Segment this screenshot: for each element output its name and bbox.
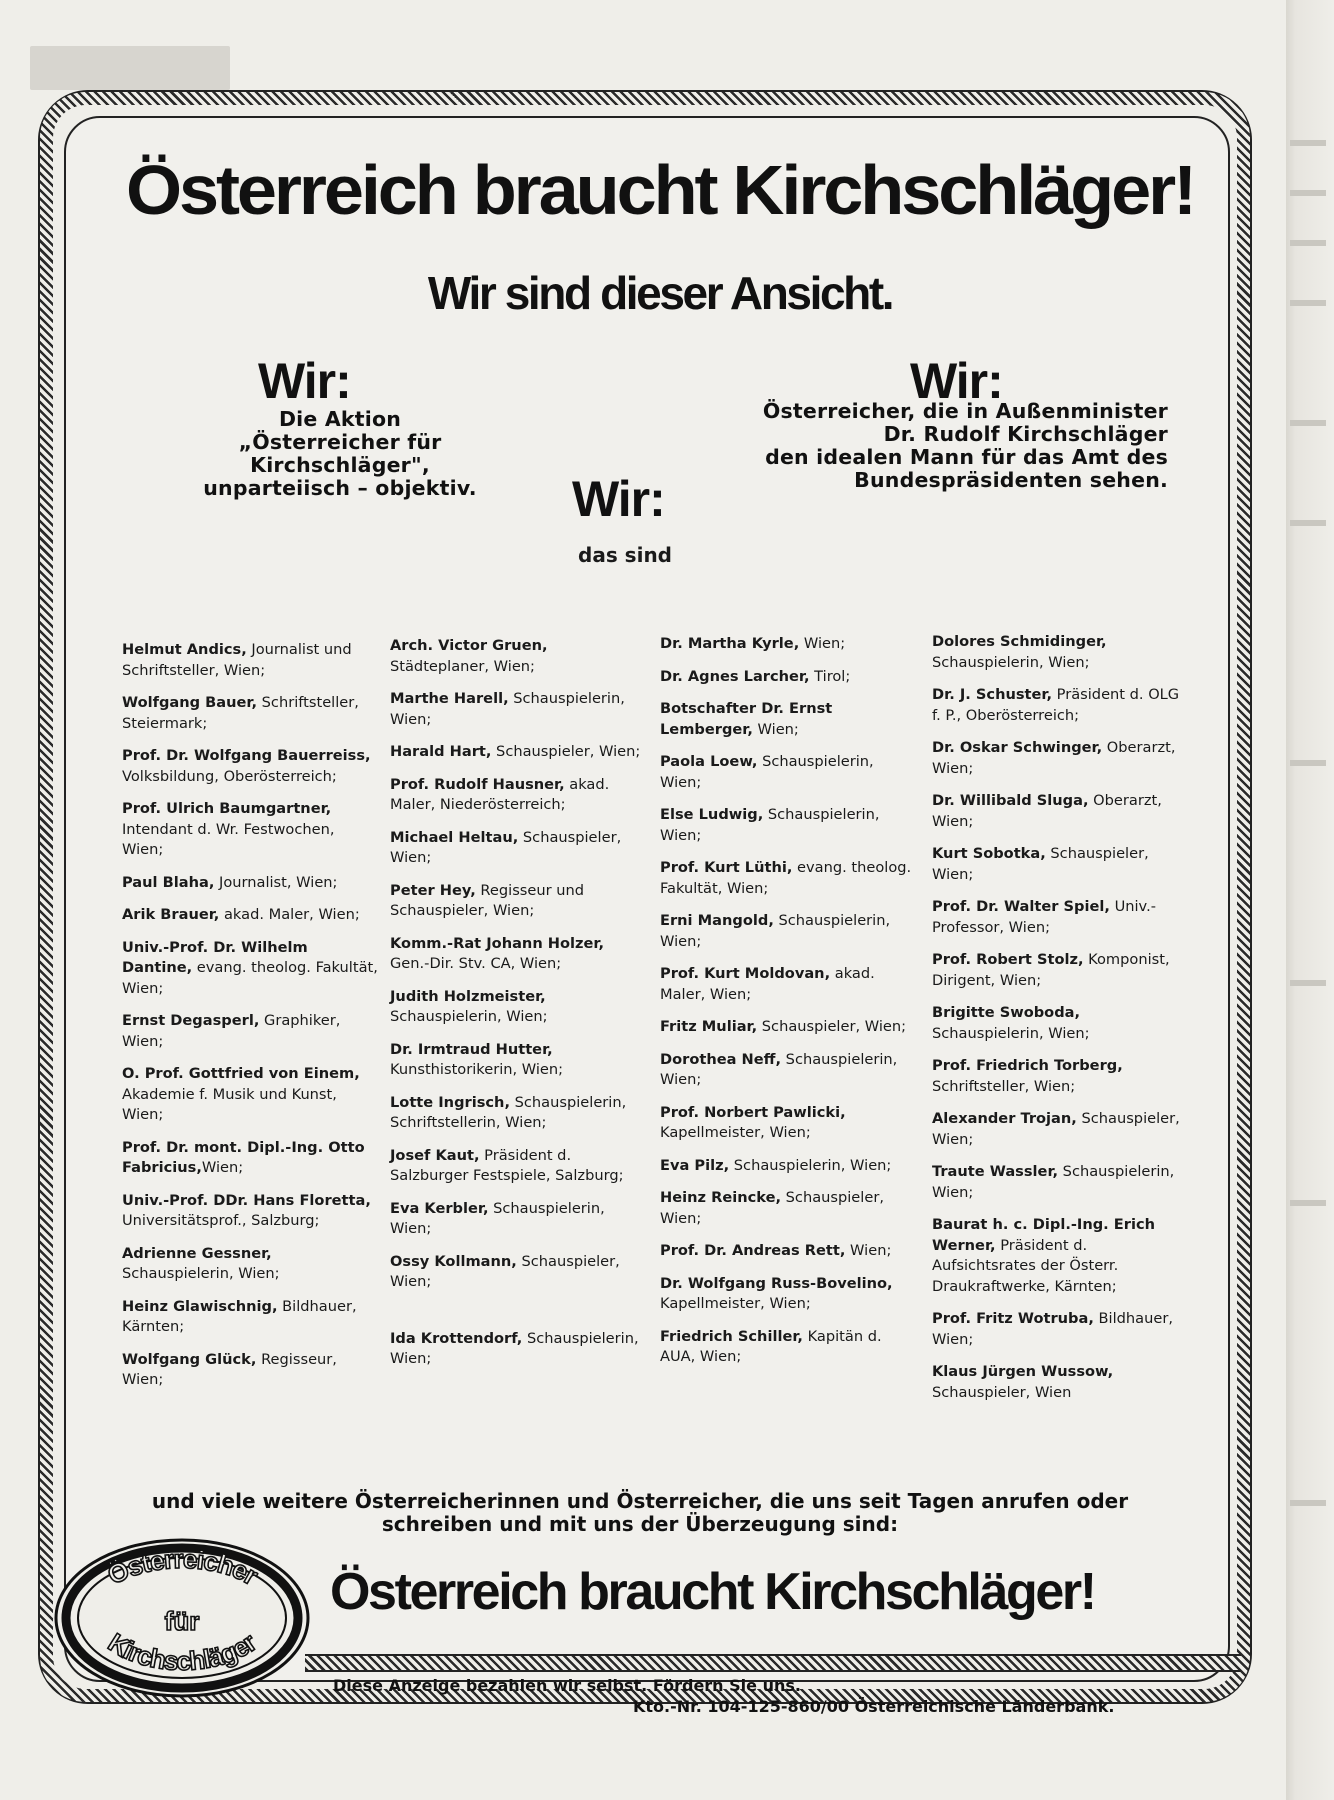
signatory-entry bbox=[660, 1188, 916, 1229]
signatory-description: Schauspielerin, Wien; bbox=[660, 1050, 898, 1088]
signatory-entry bbox=[932, 685, 1188, 726]
wir-left-label: Wir: bbox=[258, 353, 351, 409]
signatory-name: Prof. Kurt Lüthi, bbox=[660, 859, 793, 876]
signatory-entry bbox=[932, 632, 1188, 673]
signatory-entry bbox=[660, 1050, 916, 1091]
signatory-entry bbox=[122, 938, 378, 1000]
signatory-description: Schriftsteller, Wien; bbox=[932, 1077, 1076, 1095]
signatory-entry bbox=[390, 1252, 646, 1293]
signatory-description: Präsident d. Aufsichtsrates der Österr. Draukraftwerke, Kärnten; bbox=[932, 1236, 1119, 1295]
signatory-entry bbox=[390, 775, 646, 816]
signatory-name: Univ.-Prof. DDr. Hans Floretta, bbox=[122, 1191, 371, 1209]
signatory-entry bbox=[932, 950, 1188, 991]
signatory-description: Schauspielerin, Wien; bbox=[122, 1265, 280, 1282]
signatory-entry bbox=[390, 987, 646, 1028]
signatory-name: Klaus Jürgen Wussow, bbox=[932, 1363, 1114, 1380]
signatory-name: Marthe Harell, bbox=[390, 690, 509, 707]
signatory-entry bbox=[122, 693, 378, 734]
bottom-rope-band bbox=[305, 1654, 1241, 1672]
signatory-name: Eva Pilz, bbox=[660, 1156, 730, 1174]
signatory-name: Brigitte Swoboda, bbox=[932, 1004, 1081, 1021]
signatory-entry bbox=[932, 1309, 1188, 1350]
signatory-description: Schauspielerin, Wien; bbox=[390, 1008, 548, 1025]
signatory-description: Städteplaner, Wien; bbox=[390, 657, 535, 675]
signatory-name: Dr. Agnes Larcher, bbox=[660, 667, 810, 685]
signatory-entry bbox=[660, 752, 916, 793]
right-statement-line: Dr. Rudolf Kirchschläger bbox=[883, 422, 1168, 446]
signatory-name: Prof. Ulrich Baumgartner, bbox=[122, 800, 332, 817]
signatory-entry bbox=[932, 1109, 1188, 1150]
closing-line: schreiben und mit uns der Überzeugung sind: bbox=[381, 1512, 899, 1536]
signatory-entry bbox=[122, 1064, 378, 1126]
left-statement bbox=[150, 408, 530, 500]
signatory-description: Univ.-Professor, Wien; bbox=[932, 898, 1156, 936]
signatory-entry bbox=[660, 1327, 916, 1368]
signatory-description: Schauspielerin, Wien; bbox=[390, 690, 625, 728]
signatory-description: Bildhauer, Kärnten; bbox=[122, 1297, 357, 1335]
closing-line: und viele weitere Österreicherinnen und Österreicher, die uns seit Tagen anrufen oder bbox=[151, 1489, 1129, 1513]
wir-right-label: Wir: bbox=[910, 353, 1003, 409]
signatory-description: Kapellmeister, Wien; bbox=[660, 1295, 811, 1312]
signatory-description: Schauspielerin, Wien; bbox=[932, 653, 1090, 671]
signatory-entry bbox=[390, 1040, 646, 1081]
closing-headline: Österreich braucht Kirchschläger! bbox=[330, 1563, 1095, 1621]
signatory-name: Helmut Andics, bbox=[122, 641, 247, 658]
signatory-name: Prof. Dr. mont. Dipl.-Ing. Otto Fabricius, bbox=[122, 1138, 365, 1176]
signatory-name: Dorothea Neff, bbox=[660, 1050, 782, 1068]
signatories-column-1 bbox=[122, 640, 378, 1403]
signatory-entry bbox=[660, 1156, 916, 1177]
signatory-description: Schauspieler, Wien; bbox=[757, 1018, 907, 1035]
signatory-name: Prof. Robert Stolz, bbox=[932, 951, 1084, 968]
signatory-name: Lotte Ingrisch, bbox=[390, 1093, 510, 1111]
signatory-name: Prof. Kurt Moldovan, bbox=[660, 965, 831, 982]
signatory-description: Komponist, Dirigent, Wien; bbox=[932, 951, 1170, 989]
signatory-name: Dr. Oskar Schwinger, bbox=[932, 739, 1103, 756]
signatory-entry bbox=[932, 1362, 1188, 1403]
signatory-description: Kapitän d. AUA, Wien; bbox=[660, 1327, 882, 1365]
signatories-column-3 bbox=[660, 634, 916, 1380]
signatory-name: Dr. Irmtraud Hutter, bbox=[390, 1040, 553, 1058]
signatory-description: Wien; bbox=[201, 1159, 244, 1176]
signatory-entry bbox=[932, 897, 1188, 938]
signatories-column-4 bbox=[932, 632, 1188, 1415]
signatory-description: Wien; bbox=[845, 1242, 892, 1259]
signatory-entry bbox=[390, 742, 646, 763]
signatory-entry bbox=[390, 1199, 646, 1240]
signatory-description: Präsident d. Salzburger Festspiele, Salzburg; bbox=[390, 1146, 624, 1184]
signatory-description: Journalist und Schriftsteller, Wien; bbox=[122, 641, 352, 679]
subheadline: Wir sind dieser Ansicht. bbox=[427, 267, 893, 319]
signatory-description: Schauspieler, Wien bbox=[932, 1383, 1072, 1401]
closing-statement bbox=[100, 1490, 1180, 1536]
signatory-entry bbox=[122, 873, 378, 894]
signatory-entry bbox=[390, 881, 646, 922]
signatory-entry bbox=[122, 1244, 378, 1285]
signatory-description: Wien; bbox=[752, 720, 799, 738]
signatory-description: Schauspielerin, Wien; bbox=[932, 1163, 1175, 1201]
signatory-name: Botschafter Dr. Ernst Lemberger, bbox=[660, 700, 833, 738]
signatory-entry bbox=[122, 1138, 378, 1179]
signatory-entry bbox=[390, 1146, 646, 1187]
signatory-name: Ernst Degasperl, bbox=[122, 1012, 260, 1029]
signatory-description: Bildhauer, Wien; bbox=[932, 1310, 1173, 1348]
left-statement-line: Die Aktion bbox=[278, 407, 402, 431]
signatory-name: Prof. Dr. Wolfgang Bauerreiss, bbox=[122, 747, 371, 764]
seal-text-top: Österreicher bbox=[102, 1543, 263, 1591]
signatory-name: Erni Mangold, bbox=[660, 912, 774, 929]
das-sind-label: das sind bbox=[578, 543, 672, 567]
signatory-name: Kurt Sobotka, bbox=[932, 845, 1046, 862]
signatory-description: Schauspieler, Wien; bbox=[390, 828, 622, 866]
signatory-description: Schauspieler, Wien; bbox=[491, 743, 641, 760]
signatory-entry bbox=[122, 1297, 378, 1338]
signatory-name: Paola Loew, bbox=[660, 753, 758, 770]
right-statement bbox=[700, 400, 1168, 492]
signatory-entry bbox=[932, 1056, 1188, 1097]
wir-center-label: Wir: bbox=[572, 471, 665, 527]
signatory-entry bbox=[660, 911, 916, 952]
signatory-description: Graphiker, Wien; bbox=[122, 1012, 341, 1050]
signatory-entry bbox=[932, 738, 1188, 779]
signatory-name: Heinz Glawischnig, bbox=[122, 1297, 278, 1315]
signatory-name: Else Ludwig, bbox=[660, 806, 764, 823]
signatory-description: evang. theolog. Fakultät, Wien; bbox=[660, 859, 912, 897]
signatory-description: Schauspielerin, Wien; bbox=[932, 1024, 1090, 1042]
signatory-description: Volksbildung, Oberösterreich; bbox=[122, 767, 337, 785]
signatory-name: Arik Brauer, bbox=[122, 906, 220, 923]
signatory-description: Akademie f. Musik und Kunst, Wien; bbox=[122, 1085, 337, 1123]
signatory-description: Schauspielerin, Wien; bbox=[390, 1199, 605, 1237]
signatory-name: Dolores Schmidinger, bbox=[932, 633, 1107, 650]
signatory-entry bbox=[932, 1003, 1188, 1044]
signatory-entry bbox=[390, 1093, 646, 1134]
signatory-name: Dr. Martha Kyrle, bbox=[660, 635, 800, 652]
signatory-entry bbox=[660, 964, 916, 1005]
signatory-name: Adrienne Gessner, bbox=[122, 1244, 272, 1262]
signatory-name: Dr. J. Schuster, bbox=[932, 686, 1053, 703]
signatory-description: Journalist, Wien; bbox=[214, 873, 338, 891]
signatory-entry bbox=[122, 746, 378, 787]
signatory-entry bbox=[660, 1017, 916, 1038]
signatory-entry bbox=[122, 1191, 378, 1232]
signatory-description: evang. theolog. Fakultät, Wien; bbox=[122, 959, 378, 997]
signatory-entry bbox=[932, 844, 1188, 885]
signatory-description: Schauspielerin, Schriftstellerin, Wien; bbox=[390, 1093, 627, 1131]
right-statement-line: den idealen Mann für das Amt des bbox=[765, 445, 1168, 469]
signatory-description: Schauspielerin, Wien; bbox=[729, 1156, 892, 1174]
signatory-entry bbox=[660, 805, 916, 846]
signatory-description: Schauspieler, Wien; bbox=[660, 1189, 884, 1227]
signatory-name: Michael Heltau, bbox=[390, 828, 519, 846]
signatory-name: Fritz Muliar, bbox=[660, 1018, 758, 1035]
signatory-entry bbox=[390, 934, 646, 975]
signatory-description: Gen.-Dir. Stv. CA, Wien; bbox=[390, 955, 562, 972]
signatory-description: Kunsthistorikerin, Wien; bbox=[390, 1061, 564, 1078]
right-statement-line: Bundespräsidenten sehen. bbox=[854, 468, 1168, 492]
signatory-entry bbox=[660, 1103, 916, 1144]
signatory-description: akad. Maler, Niederösterreich; bbox=[390, 775, 610, 813]
signatory-name: Prof. Norbert Pawlicki, bbox=[660, 1103, 846, 1121]
funding-note: Diese Anzeige bezahlen wir selbst. Fördern Sie uns. bbox=[333, 1676, 801, 1695]
signatory-name: Harald Hart, bbox=[390, 743, 492, 760]
signatory-description: Schauspielerin, Wien; bbox=[390, 1329, 639, 1367]
left-statement-line: unparteiisch – objektiv. bbox=[203, 476, 477, 500]
signatory-entry bbox=[390, 636, 646, 677]
signatory-name: Baurat h. c. Dipl.-Ing. Erich Werner, bbox=[932, 1216, 1156, 1254]
signatory-description: Schauspielerin, Wien; bbox=[660, 753, 874, 791]
signatory-name: Traute Wassler, bbox=[932, 1163, 1059, 1180]
signatory-entry bbox=[122, 1350, 378, 1391]
signatory-name: Univ.-Prof. Dr. Wilhelm Dantine, bbox=[122, 938, 308, 976]
signatory-entry bbox=[122, 1011, 378, 1052]
signatory-name: Friedrich Schiller, bbox=[660, 1327, 803, 1345]
signatory-description: akad. Maler, Wien; bbox=[660, 965, 875, 1003]
signatory-description: Schauspieler, Wien; bbox=[932, 1110, 1180, 1148]
headline: Österreich braucht Kirchschläger! bbox=[125, 151, 1195, 229]
signatory-description: Schauspielerin, Wien; bbox=[660, 912, 891, 950]
signatory-entry bbox=[660, 634, 916, 655]
signatory-entry bbox=[390, 828, 646, 869]
signatory-description: Schauspielerin, Wien; bbox=[660, 806, 880, 844]
signatory-name: Prof. Dr. Walter Spiel, bbox=[932, 898, 1110, 915]
signatory-description: Universitätsprof., Salzburg; bbox=[122, 1212, 320, 1229]
seal-text-bottom: Kirchschläger bbox=[103, 1627, 262, 1677]
signatory-name: Prof. Rudolf Hausner, bbox=[390, 775, 565, 793]
signatory-description: Wien; bbox=[799, 635, 846, 652]
signatory-name: Dr. Wolfgang Russ-Bovelino, bbox=[660, 1274, 893, 1292]
signatory-name: Prof. Dr. Andreas Rett, bbox=[660, 1242, 846, 1259]
signatory-description: Regisseur und Schauspieler, Wien; bbox=[390, 881, 585, 919]
signatory-entry bbox=[660, 699, 916, 740]
signatory-description: Tirol; bbox=[809, 667, 851, 685]
signatories-column-2 bbox=[390, 636, 646, 1382]
signatory-description: Intendant d. Wr. Festwochen, Wien; bbox=[122, 820, 335, 858]
signatory-entry bbox=[122, 640, 378, 681]
left-statement-line: „Österreicher für Kirchschläger", bbox=[238, 430, 442, 477]
signatory-description: Schauspieler, Wien; bbox=[390, 1252, 620, 1290]
signatory-entry bbox=[932, 1162, 1188, 1203]
signatory-entry bbox=[660, 1241, 916, 1262]
bank-account: Kto.-Nr. 104-125-860/00 Österreichische Länderbank. bbox=[633, 1697, 1115, 1716]
signatory-name: Ossy Kollmann, bbox=[390, 1252, 517, 1270]
signatory-description: Oberarzt, Wien; bbox=[932, 792, 1162, 830]
signatory-description: Schriftsteller, Steiermark; bbox=[122, 694, 359, 732]
signatory-entry bbox=[932, 1215, 1188, 1297]
signatory-name: Wolfgang Bauer, bbox=[122, 694, 258, 711]
campaign-seal-logo bbox=[52, 1536, 312, 1700]
signatory-description: Kapellmeister, Wien; bbox=[660, 1124, 811, 1141]
signatory-name: Alexander Trojan, bbox=[932, 1110, 1077, 1127]
signatory-entry bbox=[660, 858, 916, 899]
signatory-name: Arch. Victor Gruen, bbox=[390, 637, 548, 654]
signatory-name: Dr. Willibald Sluga, bbox=[932, 792, 1089, 809]
seal-text-mid: für bbox=[164, 1606, 200, 1636]
signatory-entry bbox=[122, 799, 378, 861]
signatory-description: Schauspieler, Wien; bbox=[932, 845, 1149, 883]
signatory-entry bbox=[932, 791, 1188, 832]
signatory-name: Judith Holzmeister, bbox=[390, 987, 546, 1005]
signatory-entry bbox=[390, 689, 646, 730]
signatory-entry bbox=[122, 905, 378, 926]
signatory-name: Komm.-Rat Johann Holzer, bbox=[390, 934, 605, 952]
signatory-name: Heinz Reincke, bbox=[660, 1189, 782, 1206]
signatory-name: Paul Blaha, bbox=[122, 873, 215, 891]
right-statement-line: Österreicher, die in Außenminister bbox=[762, 399, 1168, 423]
signatory-name: Prof. Friedrich Torberg, bbox=[932, 1057, 1123, 1074]
signatory-entry bbox=[660, 667, 916, 688]
signatory-description: Oberarzt, Wien; bbox=[932, 739, 1176, 777]
signatory-description: Regisseur, Wien; bbox=[122, 1350, 337, 1388]
signatory-name: Eva Kerbler, bbox=[390, 1199, 489, 1217]
signatory-entry bbox=[660, 1274, 916, 1315]
signatory-name: O. Prof. Gottfried von Einem, bbox=[122, 1065, 360, 1082]
signatory-name: Peter Hey, bbox=[390, 881, 476, 899]
signatory-description: Präsident d. OLG f. P., Oberösterreich; bbox=[932, 686, 1180, 724]
signatory-name: Josef Kaut, bbox=[390, 1146, 480, 1164]
signatory-name: Ida Krottendorf, bbox=[390, 1329, 523, 1347]
signatory-description: akad. Maler, Wien; bbox=[219, 906, 360, 923]
signatory-name: Wolfgang Glück, bbox=[122, 1350, 257, 1368]
signatory-entry bbox=[390, 1329, 646, 1370]
signatory-name: Prof. Fritz Wotruba, bbox=[932, 1310, 1094, 1327]
